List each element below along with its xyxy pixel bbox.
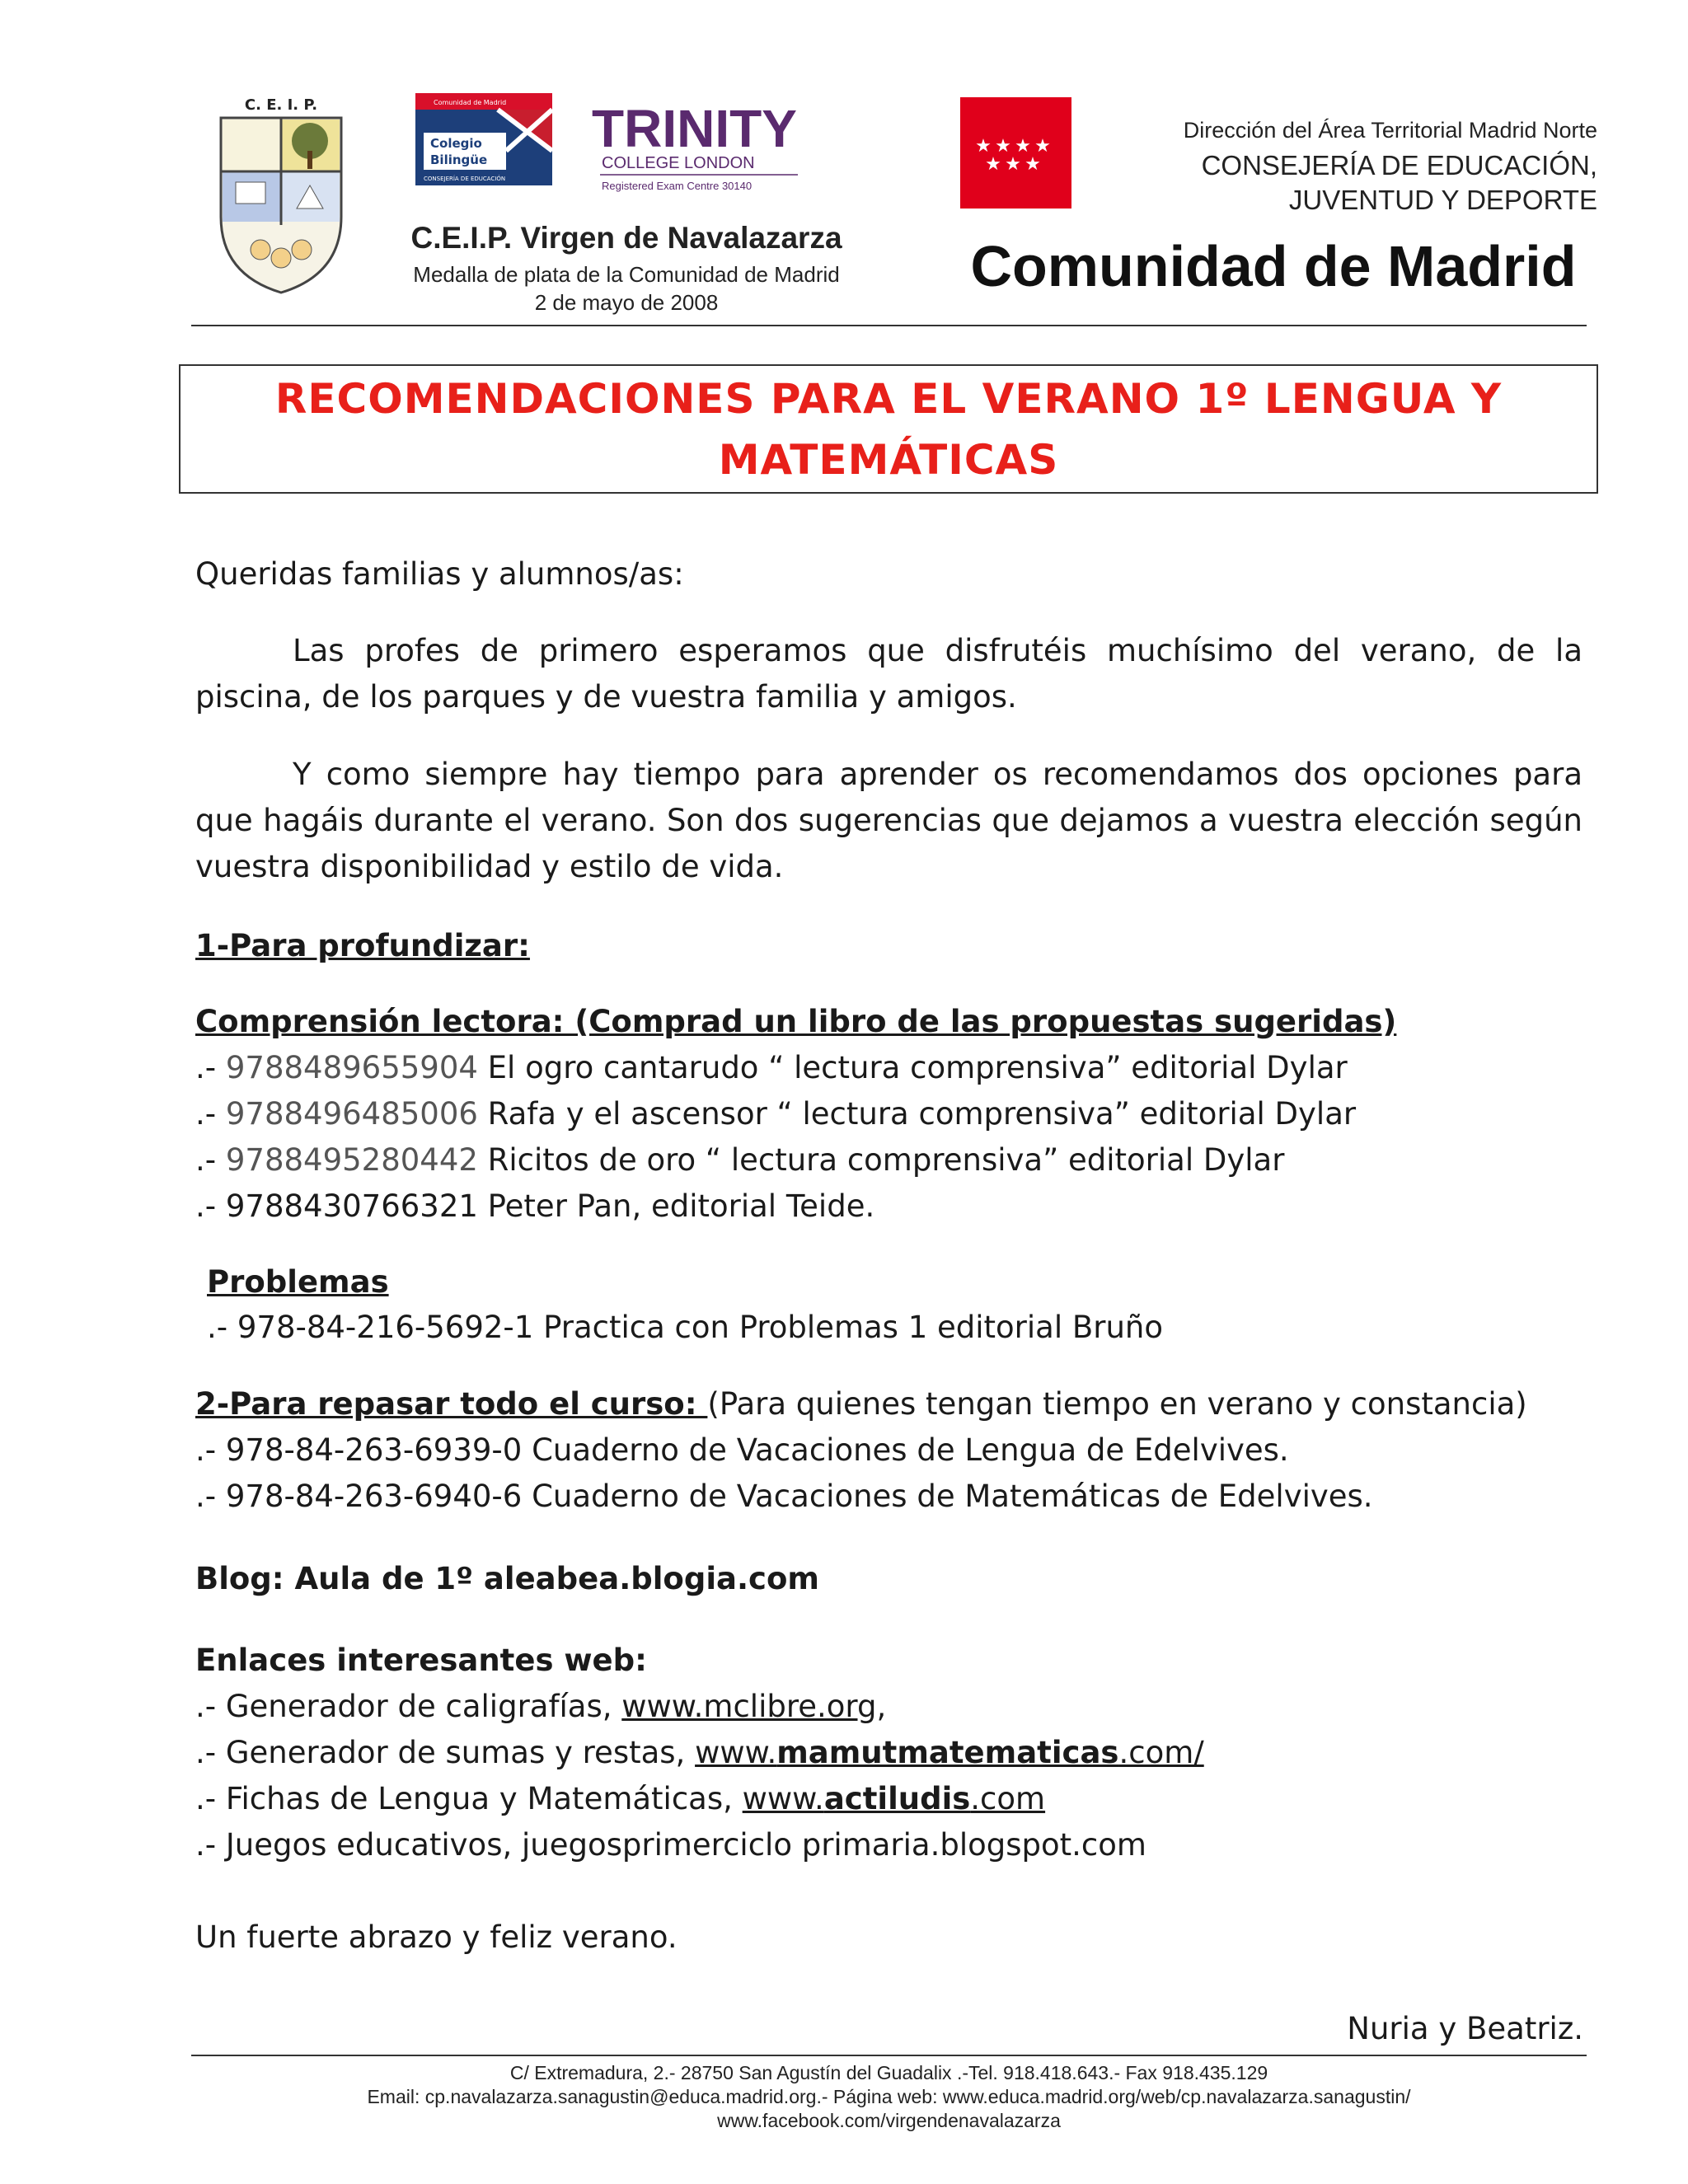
book-item	[195, 1186, 874, 1227]
link-item	[195, 1779, 1045, 1820]
reading-heading: Comprensión lectora: (Comprad un libro de las propuestas sugeridas)	[195, 1004, 1397, 1039]
svg-text:★: ★	[1015, 136, 1031, 157]
svg-text:Colegio: Colegio	[430, 136, 482, 151]
book-title: Rafa y el ascensor “ lectura comprensiva” editorial Dylar	[477, 1096, 1357, 1132]
svg-text:Registered Exam Centre 30140: Registered Exam Centre 30140	[602, 180, 753, 192]
dat-direction: Dirección del Área Territorial Madrid Norte	[1183, 118, 1597, 143]
book-title: Peter Pan, editorial Teide.	[487, 1188, 875, 1224]
link-part: actiludis	[823, 1781, 971, 1816]
svg-text:TRINITY: TRINITY	[592, 104, 797, 158]
greeting: Queridas familias y alumnos/as:	[195, 556, 684, 592]
link-part: mamutmatematicas	[776, 1735, 1119, 1770]
document-title: RECOMENDACIONES PARA EL VERANO 1º LENGUA Y MATEMÁTICAS	[274, 374, 1503, 484]
header-divider	[191, 325, 1587, 326]
section-2-heading: 2-Para repasar todo el curso:	[195, 1386, 708, 1422]
colegio-bilingue-logo	[415, 93, 552, 185]
book-item	[195, 1140, 1284, 1181]
book-isbn: 9788496485006	[225, 1096, 478, 1132]
link-label: .- Generador de sumas y restas,	[195, 1735, 696, 1770]
paragraph-2	[195, 752, 1582, 890]
svg-text:★: ★	[1005, 154, 1021, 175]
book-item	[195, 1094, 1356, 1135]
link-mamutmatematicas[interactable]	[695, 1735, 1204, 1770]
book-isbn: 9788495280442	[225, 1142, 478, 1178]
svg-text:C. E. I. P.: C. E. I. P.	[244, 96, 318, 114]
ceip-school-logo	[211, 93, 351, 299]
link-label: .- Generador de caligrafías,	[195, 1689, 622, 1724]
link-part: www.	[742, 1781, 824, 1816]
svg-text:Bilingüe: Bilingüe	[430, 152, 488, 167]
link-item: .- Juegos educativos, juegosprimerciclo primaria.blogspot.com	[195, 1827, 1146, 1863]
school-date: 2 de mayo de 2008	[534, 290, 719, 315]
bullet: .-	[195, 1096, 226, 1132]
problems-item: .- 978-84-216-5692-1 Practica con Problemas 1 editorial Bruño	[207, 1310, 1164, 1345]
link-mclibre[interactable]: www.mclibre.org	[621, 1689, 877, 1724]
problems-heading: Problemas	[207, 1264, 389, 1300]
svg-text:★: ★	[975, 136, 992, 157]
book-isbn: 9788430766321	[225, 1188, 478, 1224]
review-item: .- 978-84-263-6939-0 Cuaderno de Vacaciones de Lengua de Edelvives.	[195, 1432, 1289, 1468]
svg-text:Comunidad de Madrid: Comunidad de Madrid	[434, 99, 507, 106]
consejeria-block	[1202, 148, 1597, 218]
footer-divider	[191, 2055, 1587, 2056]
closing: Un fuerte abrazo y feliz verano.	[195, 1919, 678, 1955]
bullet: .-	[195, 1188, 226, 1224]
link-actiludis[interactable]	[743, 1781, 1045, 1816]
school-medal-text: Medalla de plata de la Comunidad de Madrid	[413, 262, 840, 287]
svg-text:★: ★	[995, 136, 1011, 157]
link-item	[195, 1732, 1204, 1774]
link-part: .com/	[1118, 1735, 1204, 1770]
link-label: .- Fichas de Lengua y Matemáticas,	[195, 1781, 743, 1816]
consejeria-line-1: CONSEJERÍA DE EDUCACIÓN,	[1201, 150, 1597, 180]
link-item	[195, 1686, 886, 1727]
title-box	[179, 364, 1598, 494]
svg-text:★: ★	[985, 154, 1001, 175]
comunidad-title: Comunidad de Madrid	[970, 234, 1577, 298]
book-title: Ricitos de oro “ lectura comprensiva” editorial Dylar	[477, 1142, 1285, 1178]
section-1-heading: 1-Para profundizar:	[195, 928, 530, 963]
book-isbn: 9788489655904	[225, 1050, 478, 1085]
section-2-line	[195, 1384, 1527, 1425]
book-title: El ogro cantarudo “ lectura comprensiva” editorial Dylar	[477, 1050, 1348, 1085]
svg-text:★: ★	[1025, 154, 1041, 175]
link-suffix: ,	[876, 1689, 887, 1724]
section-2-note: (Para quienes tengan tiempo en verano y constancia)	[707, 1386, 1527, 1422]
footer-address: C/ Extremadura, 2.- 28750 San Agustín del Guadalix .-Tel. 918.418.643.- Fax 918.435.129	[509, 2062, 1268, 2083]
trinity-college-logo	[592, 104, 806, 201]
links-heading: Enlaces interesantes web:	[195, 1643, 647, 1678]
svg-text:COLLEGE LONDON: COLLEGE LONDON	[602, 154, 755, 172]
school-name: C.E.I.P. Virgen de Navalazarza	[410, 221, 842, 255]
signature: Nuria y Beatriz.	[1347, 2011, 1583, 2046]
consejeria-line-2: JUVENTUD Y DEPORTE	[1288, 185, 1597, 215]
svg-text:★: ★	[1034, 136, 1051, 157]
blog-line: Blog: Aula de 1º aleabea.blogia.com	[195, 1561, 819, 1596]
footer-email: Email: cp.navalazarza.sanagustin@educa.madrid.org.- Página web: www.educa.madrid.org/web/cp.navalazarza.sanagustin/	[367, 2086, 1411, 2107]
link-part: .com	[970, 1781, 1046, 1816]
comunidad-madrid-flag-logo	[960, 97, 1071, 209]
book-item	[195, 1047, 1348, 1089]
svg-text:CONSEJERÍA DE EDUCACIÓN: CONSEJERÍA DE EDUCACIÓN	[424, 176, 506, 182]
review-item: .- 978-84-263-6940-6 Cuaderno de Vacaciones de Matemáticas de Edelvives.	[195, 1479, 1373, 1514]
bullet: .-	[195, 1142, 226, 1178]
paragraph-1-text: Las profes de primero esperamos que disfrutéis muchísimo del verano, de la piscina, de los parques y de vuestra familia y amigos.	[195, 633, 1582, 715]
footer-facebook: www.facebook.com/virgendenavalazarza	[717, 2110, 1061, 2131]
bullet: .-	[195, 1050, 226, 1085]
link-part: www.	[695, 1735, 777, 1770]
paragraph-1	[195, 628, 1582, 720]
paragraph-2-text: Y como siempre hay tiempo para aprender os recomendamos dos opciones para que hagáis durante el verano. Son dos sugerencias que dejamos a vuestra elección según vuestra disponibilidad y estilo de vida.	[195, 757, 1582, 884]
